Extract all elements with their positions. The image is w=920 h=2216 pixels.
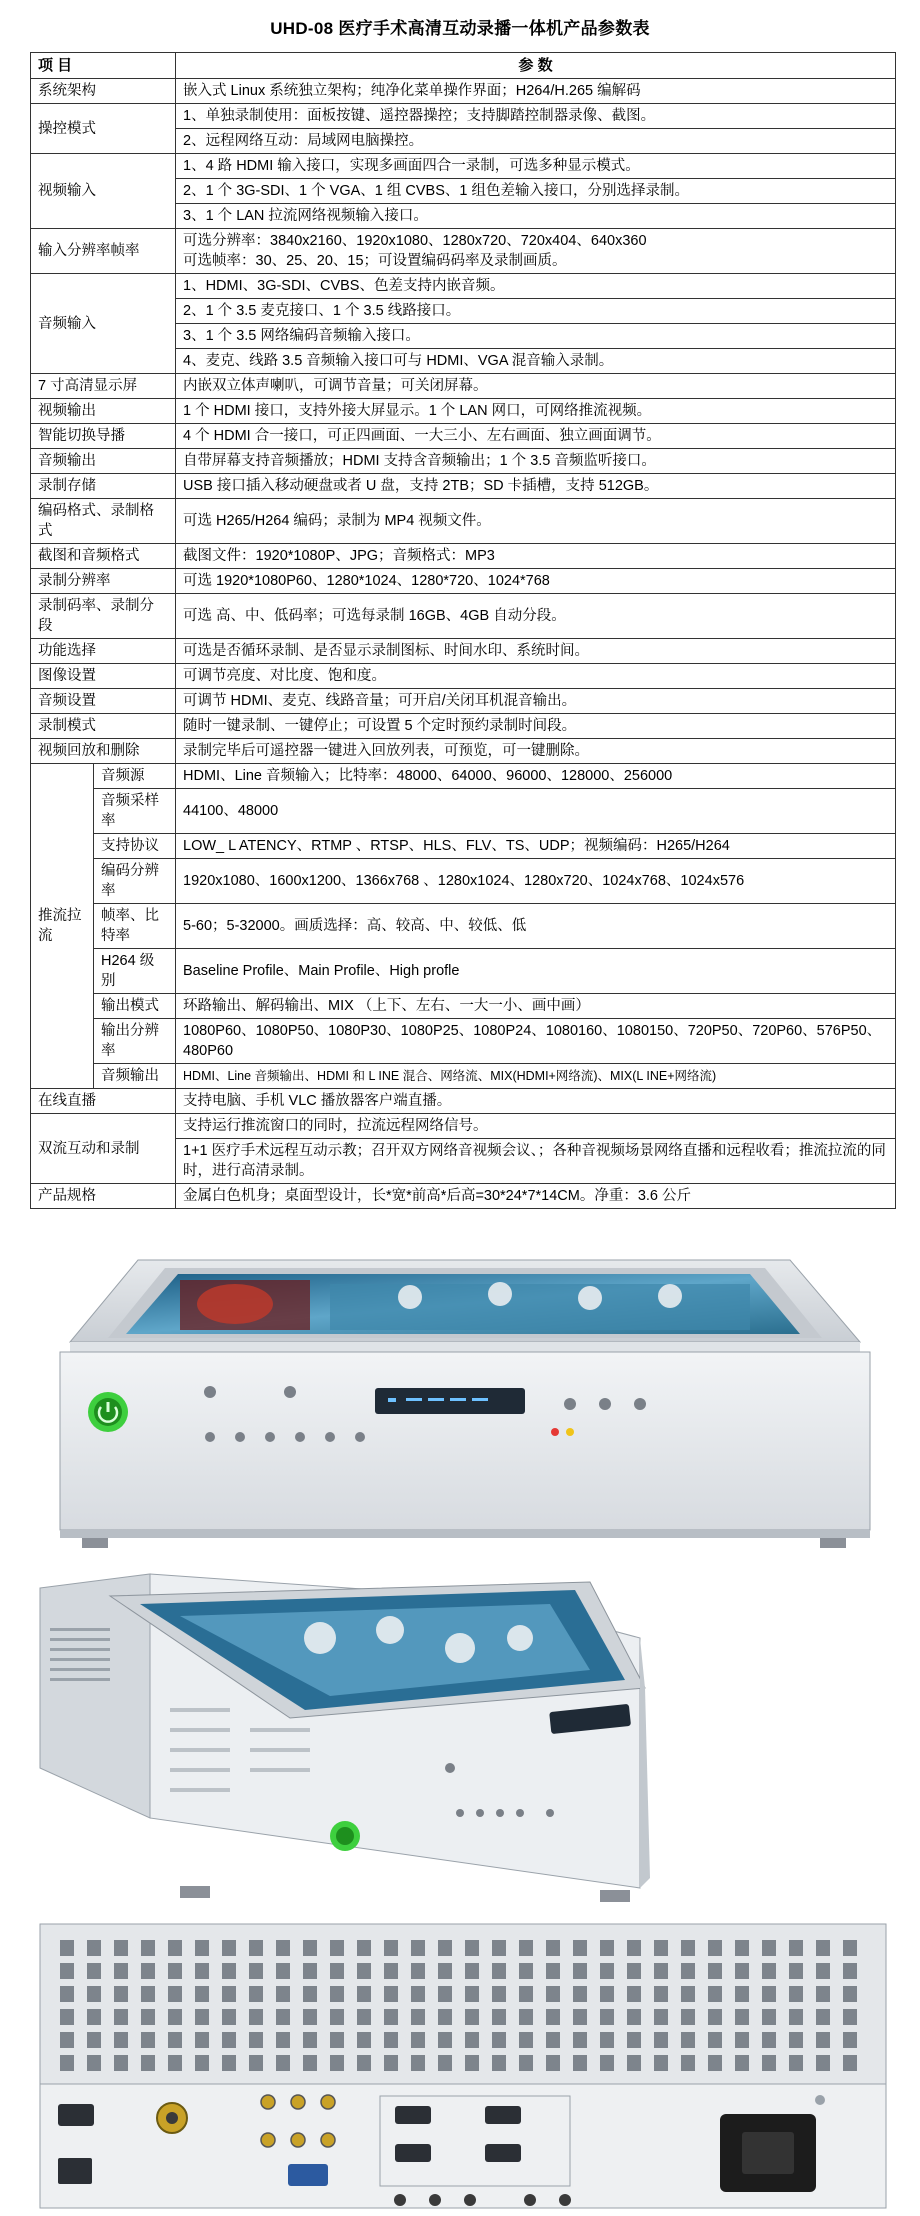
vent-slot [816,2032,830,2048]
vent-slot [141,1963,155,1979]
table-row [31,789,896,834]
vent-slot [681,2055,695,2071]
vent-slot [384,2009,398,2025]
vent-slot [789,1963,803,1979]
vent-slot [141,2055,155,2071]
row-value: 4 个 HDMI 合一接口，可正四画面、一大三小、左右画面、独立画面调节。 [176,424,896,449]
vent-slot [249,2032,263,2048]
row-label: 录制码率、录制分段 [31,594,176,639]
table-row [31,689,896,714]
vent-slot [384,2055,398,2071]
row-value: 1、单独录制使用：面板按键、遥控器操控；支持脚踏控制器录像、截图。 [176,104,896,129]
vent-slot [330,2055,344,2071]
row-label: 编码格式、录制格式 [31,499,176,544]
vent-slot [60,2055,74,2071]
vent-slot [654,1963,668,1979]
row-value: 可选是否循环录制、是否显示录制图标、时间水印、系统时间。 [176,639,896,664]
vent-slot [411,2032,425,2048]
vent-slot [708,1986,722,2002]
table-row [31,949,896,994]
row-value: 可选 高、中、低码率；可选每录制 16GB、4GB 自动分段。 [176,594,896,639]
vent-slot [816,2055,830,2071]
vent-slot [222,1940,236,1956]
row-value: 1、4 路 HDMI 输入接口，实现多画面四合一录制，可选多种显示模式。 [176,154,896,179]
table-row [31,544,896,569]
vent-slot [168,2055,182,2071]
row-value: 支持运行推流窗口的同时，拉流远程网络信号。 [176,1114,896,1139]
vent-slot [519,1963,533,1979]
vent-slot [600,1963,614,1979]
table-row [31,764,896,789]
vent-slot [789,2032,803,2048]
vent-slot [114,1963,128,1979]
sub-label: H264 级别 [94,949,176,994]
power-button-icon [88,1392,128,1432]
row-label: 音频输出 [31,449,176,474]
vent-slot [627,2032,641,2048]
vent-slot [843,2009,857,2025]
vent-slot [357,2032,371,2048]
table-row [31,664,896,689]
sub-label: 音频源 [94,764,176,789]
row-value: 可选 1920*1080P60、1280*1024、1280*720、1024*768 [176,569,896,594]
vent-slot [789,1940,803,1956]
row-value: 3、1 个 3.5 网络编码音频输入接口。 [176,324,896,349]
table-row [31,594,896,639]
row-label: 7 寸高清显示屏 [31,374,176,399]
vent-slot [843,1986,857,2002]
table-row [31,474,896,499]
table-row [31,1064,896,1089]
sub-label: 编码分辨率 [94,859,176,904]
vent-slot [546,1986,560,2002]
vent-slot [303,1940,317,1956]
vent-slot [708,1940,722,1956]
vent-slot [735,1963,749,1979]
vent-slot [492,1940,506,1956]
vent-slot [195,2055,209,2071]
vent-slot [411,1940,425,1956]
row-value: 5-60；5-32000。画质选择：高、较高、中、较低、低 [176,904,896,949]
vent-slot [357,1940,371,1956]
row-label: 视频输出 [31,399,176,424]
vent-slot [600,2055,614,2071]
row-label: 操控模式 [31,104,176,154]
vent-slot [735,1940,749,1956]
vent-slot [681,1963,695,1979]
vent-slot [627,2009,641,2025]
vent-slot [168,1963,182,1979]
vent-slot [141,1986,155,2002]
vent-slot [762,2055,776,2071]
vent-slot [627,1986,641,2002]
vent-slot [114,2055,128,2071]
row-value: HDMI、Line 音频输入；比特率：48000、64000、96000、128000、256000 [176,764,896,789]
row-value: 可调节 HDMI、麦克、线路音量；可开启/关闭耳机混音输出。 [176,689,896,714]
vent-slot [762,2032,776,2048]
vent-slot [276,1963,290,1979]
table-row [31,834,896,859]
vent-slot [789,2055,803,2071]
sub-label: 帧率、比特率 [94,904,176,949]
vent-slot [195,1986,209,2002]
table-row [31,154,896,179]
vent-slot [114,1940,128,1956]
row-label: 输入分辨率帧率 [31,229,176,274]
row-value: 44100、48000 [176,789,896,834]
table-row [31,714,896,739]
vent-slot [762,2009,776,2025]
vent-slot [87,2032,101,2048]
row-value: 录制完毕后可遥控器一键进入回放列表，可预览，可一键删除。 [176,739,896,764]
product-photo-angled [30,1568,896,1918]
product-photo-front [30,1252,896,1570]
vent-slot [573,1963,587,1979]
row-label: 系统架构 [31,79,176,104]
vent-slot [438,2009,452,2025]
vent-slot [681,2009,695,2025]
row-label: 双流互动和录制 [31,1114,176,1184]
vent-slot [411,1963,425,1979]
vent-slot [573,1986,587,2002]
vent-slot [519,1940,533,1956]
row-value: 可选分辨率：3840x2160、1920x1080、1280x720、720x404、640x360 可选帧率：30、25、20、15；可设置编码码率及录制画质。 [176,229,896,274]
table-row [31,859,896,904]
vent-slot [465,1986,479,2002]
vent-slot [600,2032,614,2048]
row-value: 随时一键录制、一键停止；可设置 5 个定时预约录制时间段。 [176,714,896,739]
row-value: 自带屏幕支持音频播放；HDMI 支持含音频输出；1 个 3.5 音频监听接口。 [176,449,896,474]
vent-slot [357,1963,371,1979]
vent-slot [762,1940,776,1956]
row-label: 智能切换导播 [31,424,176,449]
table-row [31,399,896,424]
vent-slot [627,1963,641,1979]
vent-slot [222,2055,236,2071]
row-label: 截图和音频格式 [31,544,176,569]
vent-slot [654,2032,668,2048]
table-row [31,639,896,664]
vent-slot [222,2009,236,2025]
vent-slot [195,2032,209,2048]
row-value: LOW_ L ATENCY、RTMP 、RTSP、HLS、FLV、TS、UDP；视频编码：H265/H264 [176,834,896,859]
vent-slot [492,2055,506,2071]
vent-slot [249,1963,263,1979]
vent-slot [384,1940,398,1956]
vent-slot [114,2032,128,2048]
vent-slot [276,1986,290,2002]
vent-slot [519,2009,533,2025]
row-label: 音频设置 [31,689,176,714]
vent-slot [438,1963,452,1979]
vent-slot [465,2032,479,2048]
vent-slot [276,1940,290,1956]
vent-slot [60,2009,74,2025]
vent-slot [114,2009,128,2025]
vent-slot [492,2009,506,2025]
vent-slot [843,1940,857,1956]
row-label: 录制模式 [31,714,176,739]
vent-slot [843,2032,857,2048]
vent-slot [114,1986,128,2002]
vent-slot [708,2009,722,2025]
vent-slot [141,2009,155,2025]
row-value: 可调节亮度、对比度、饱和度。 [176,664,896,689]
row-value: 3、1 个 LAN 拉流网络视频输入接口。 [176,204,896,229]
vent-slot [654,2055,668,2071]
vent-slot [492,1986,506,2002]
vent-slot [492,2032,506,2048]
spec-table-body [31,53,896,1209]
vent-slot [843,1963,857,1979]
table-row [31,499,896,544]
vent-slot [762,1986,776,2002]
table-row [31,374,896,399]
sub-label: 输出模式 [94,994,176,1019]
vent-slot [249,2055,263,2071]
vent-slot [519,2032,533,2048]
vent-slot [816,1963,830,1979]
table-row [31,994,896,1019]
row-label: 图像设置 [31,664,176,689]
sub-label: 音频采样率 [94,789,176,834]
vent-slot [519,2055,533,2071]
vent-slot [357,2009,371,2025]
vent-slot [816,1940,830,1956]
vent-slot [384,1986,398,2002]
vent-slot [708,2032,722,2048]
vent-slot [330,2032,344,2048]
row-label: 音频输入 [31,274,176,374]
sub-label: 输出分辨率 [94,1019,176,1064]
table-row [31,1089,896,1114]
row-label: 产品规格 [31,1184,176,1209]
vent-slot [411,1986,425,2002]
vent-slot [654,1940,668,1956]
vent-slot [546,2055,560,2071]
vent-slot [654,2009,668,2025]
row-value: 嵌入式 Linux 系统独立架构；纯净化菜单操作界面；H264/H.265 编解码 [176,79,896,104]
row-value: 环路输出、解码输出、MIX （上下、左右、一大一小、画中画） [176,994,896,1019]
vent-slot [573,2055,587,2071]
vent-slot [357,2055,371,2071]
vent-slot [168,2009,182,2025]
vent-slot [195,1963,209,1979]
table-row [31,1184,896,1209]
vent-slot [87,2055,101,2071]
row-value: 截图文件：1920*1080P、JPG；音频格式：MP3 [176,544,896,569]
vent-slot [222,2032,236,2048]
vent-slot [330,1986,344,2002]
header-param: 参 数 [176,53,896,79]
vent-slot [816,2009,830,2025]
vent-slot [438,1986,452,2002]
table-row [31,1019,896,1064]
vent-slot [843,2055,857,2071]
vent-slot [249,2009,263,2025]
vent-slot [357,1986,371,2002]
row-value: 金属白色机身；桌面型设计，长*宽*前高*后高=30*24*7*14CM。净重：3.6 公斤 [176,1184,896,1209]
spec-table [30,52,896,1209]
vent-slot [654,1986,668,2002]
vent-slot [600,2009,614,2025]
vent-slot [60,1963,74,1979]
row-label: 在线直播 [31,1089,176,1114]
vent-slot [276,2032,290,2048]
vent-slot [303,1963,317,1979]
vent-slot [735,2055,749,2071]
header-item: 项 目 [31,53,176,79]
vent-slot [600,1986,614,2002]
vent-slot [762,1963,776,1979]
vent-slot [627,1940,641,1956]
vent-slot [789,2009,803,2025]
table-row [31,1114,896,1139]
page-title: UHD-08 医疗手术高清互动录播一体机产品参数表 [270,19,650,38]
vent-slot [573,2009,587,2025]
row-value: 2、1 个 3G-SDI、1 个 VGA、1 组 CVBS、1 组色差输入接口，分别选择录制。 [176,179,896,204]
vent-slot [60,1940,74,1956]
row-value: 1920x1080、1600x1200、1366x768 、1280x1024、1280x720、1024x768、1024x576 [176,859,896,904]
vent-slot [141,2032,155,2048]
vent-slot [303,1986,317,2002]
table-row [31,739,896,764]
vent-slot [222,1986,236,2002]
vent-slot [465,1963,479,1979]
vent-slot [168,1986,182,2002]
vent-slot [546,2032,560,2048]
vent-slot [465,2009,479,2025]
vent-slot [60,2032,74,2048]
row-value: 4、麦克、线路 3.5 音频输入接口可与 HDMI、VGA 混音输入录制。 [176,349,896,374]
vent-slot [249,1940,263,1956]
vent-slot [384,2032,398,2048]
vent-slot [411,2055,425,2071]
vent-slot [411,2009,425,2025]
vent-slot [492,1963,506,1979]
vent-slot [546,2009,560,2025]
vent-slot [87,2009,101,2025]
vent-slot [438,2055,452,2071]
vent-slot [681,1986,695,2002]
vent-slot [276,2055,290,2071]
vent-slot [465,2055,479,2071]
row-label: 录制存储 [31,474,176,499]
table-row [31,424,896,449]
table-row [31,274,896,299]
vent-slot [195,2009,209,2025]
vent-slot [465,1940,479,1956]
vent-slot [438,1940,452,1956]
vent-slot [276,2009,290,2025]
sub-label: 支持协议 [94,834,176,859]
row-value: 1080P60、1080P50、1080P30、1080P25、1080P24、1080160、1080150、720P50、720P60、576P50、480P60 [176,1019,896,1064]
vent-slot [735,1986,749,2002]
vent-slot [816,1986,830,2002]
vent-slot [384,1963,398,1979]
vent-slot [87,1986,101,2002]
vent-slot [573,2032,587,2048]
row-label: 推流拉流 [31,764,94,1089]
vent-slot [330,1963,344,1979]
row-value: Baseline Profile、Main Profile、High profle [176,949,896,994]
row-value: 1、HDMI、3G-SDI、CVBS、色差支持内嵌音频。 [176,274,896,299]
row-value: USB 接口插入移动硬盘或者 U 盘，支持 2TB；SD 卡插槽，支持 512GB。 [176,474,896,499]
table-row [31,449,896,474]
row-value: 1+1 医疗手术远程互动示教；召开双方网络音视频会议、；各种音视频场景网络直播和远程收看；推流拉流的同时，进行高清录制。 [176,1139,896,1184]
vent-slot [708,2055,722,2071]
table-row [31,104,896,129]
vent-slot [330,2009,344,2025]
row-label: 功能选择 [31,639,176,664]
vent-slot [303,2055,317,2071]
vent-slot [303,2009,317,2025]
vent-slot [141,1940,155,1956]
vent-slot [546,1963,560,1979]
row-value: 内嵌双立体声喇叭，可调节音量；可关闭屏幕。 [176,374,896,399]
row-value: 1 个 HDMI 接口，支持外接大屏显示。1 个 LAN 网口，可网络推流视频。 [176,399,896,424]
row-value: HDMI、Line 音频输出、HDMI 和 L INE 混合、网络流、MIX(HDMI+网络流)、MIX(L INE+网络流) [176,1064,896,1089]
row-label: 视频回放和删除 [31,739,176,764]
vent-slot [87,1963,101,1979]
vent-slot [735,2009,749,2025]
table-row [31,569,896,594]
table-row [31,229,896,274]
row-value: 可选 H265/H264 编码；录制为 MP4 视频文件。 [176,499,896,544]
vent-slot [681,1940,695,1956]
table-row [31,79,896,104]
table-header-row [31,53,896,79]
vent-slot [708,1963,722,1979]
vent-slot [627,2055,641,2071]
vent-slot [789,1986,803,2002]
row-label: 视频输入 [31,154,176,229]
vent-slot [438,2032,452,2048]
product-photo-rear [30,1918,896,2214]
row-value: 2、远程网络互动：局域网电脑操控。 [176,129,896,154]
vent-slot [519,1986,533,2002]
vent-slot [573,1940,587,1956]
vent-slot [168,2032,182,2048]
vent-slot [168,1940,182,1956]
row-value: 2、1 个 3.5 麦克接口、1 个 3.5 线路接口。 [176,299,896,324]
vent-slot [87,1940,101,1956]
vent-slot [546,1940,560,1956]
vent-slot [600,1940,614,1956]
vent-slot [60,1986,74,2002]
vent-slot [735,2032,749,2048]
table-row [31,904,896,949]
vent-slot [330,1940,344,1956]
vent-slot [249,1986,263,2002]
vent-slot [222,1963,236,1979]
sub-label: 音频输出 [94,1064,176,1089]
row-label: 录制分辨率 [31,569,176,594]
row-value: 支持电脑、手机 VLC 播放器客户端直播。 [176,1089,896,1114]
vent-slot [303,2032,317,2048]
vent-slot [681,2032,695,2048]
vent-slot [195,1940,209,1956]
